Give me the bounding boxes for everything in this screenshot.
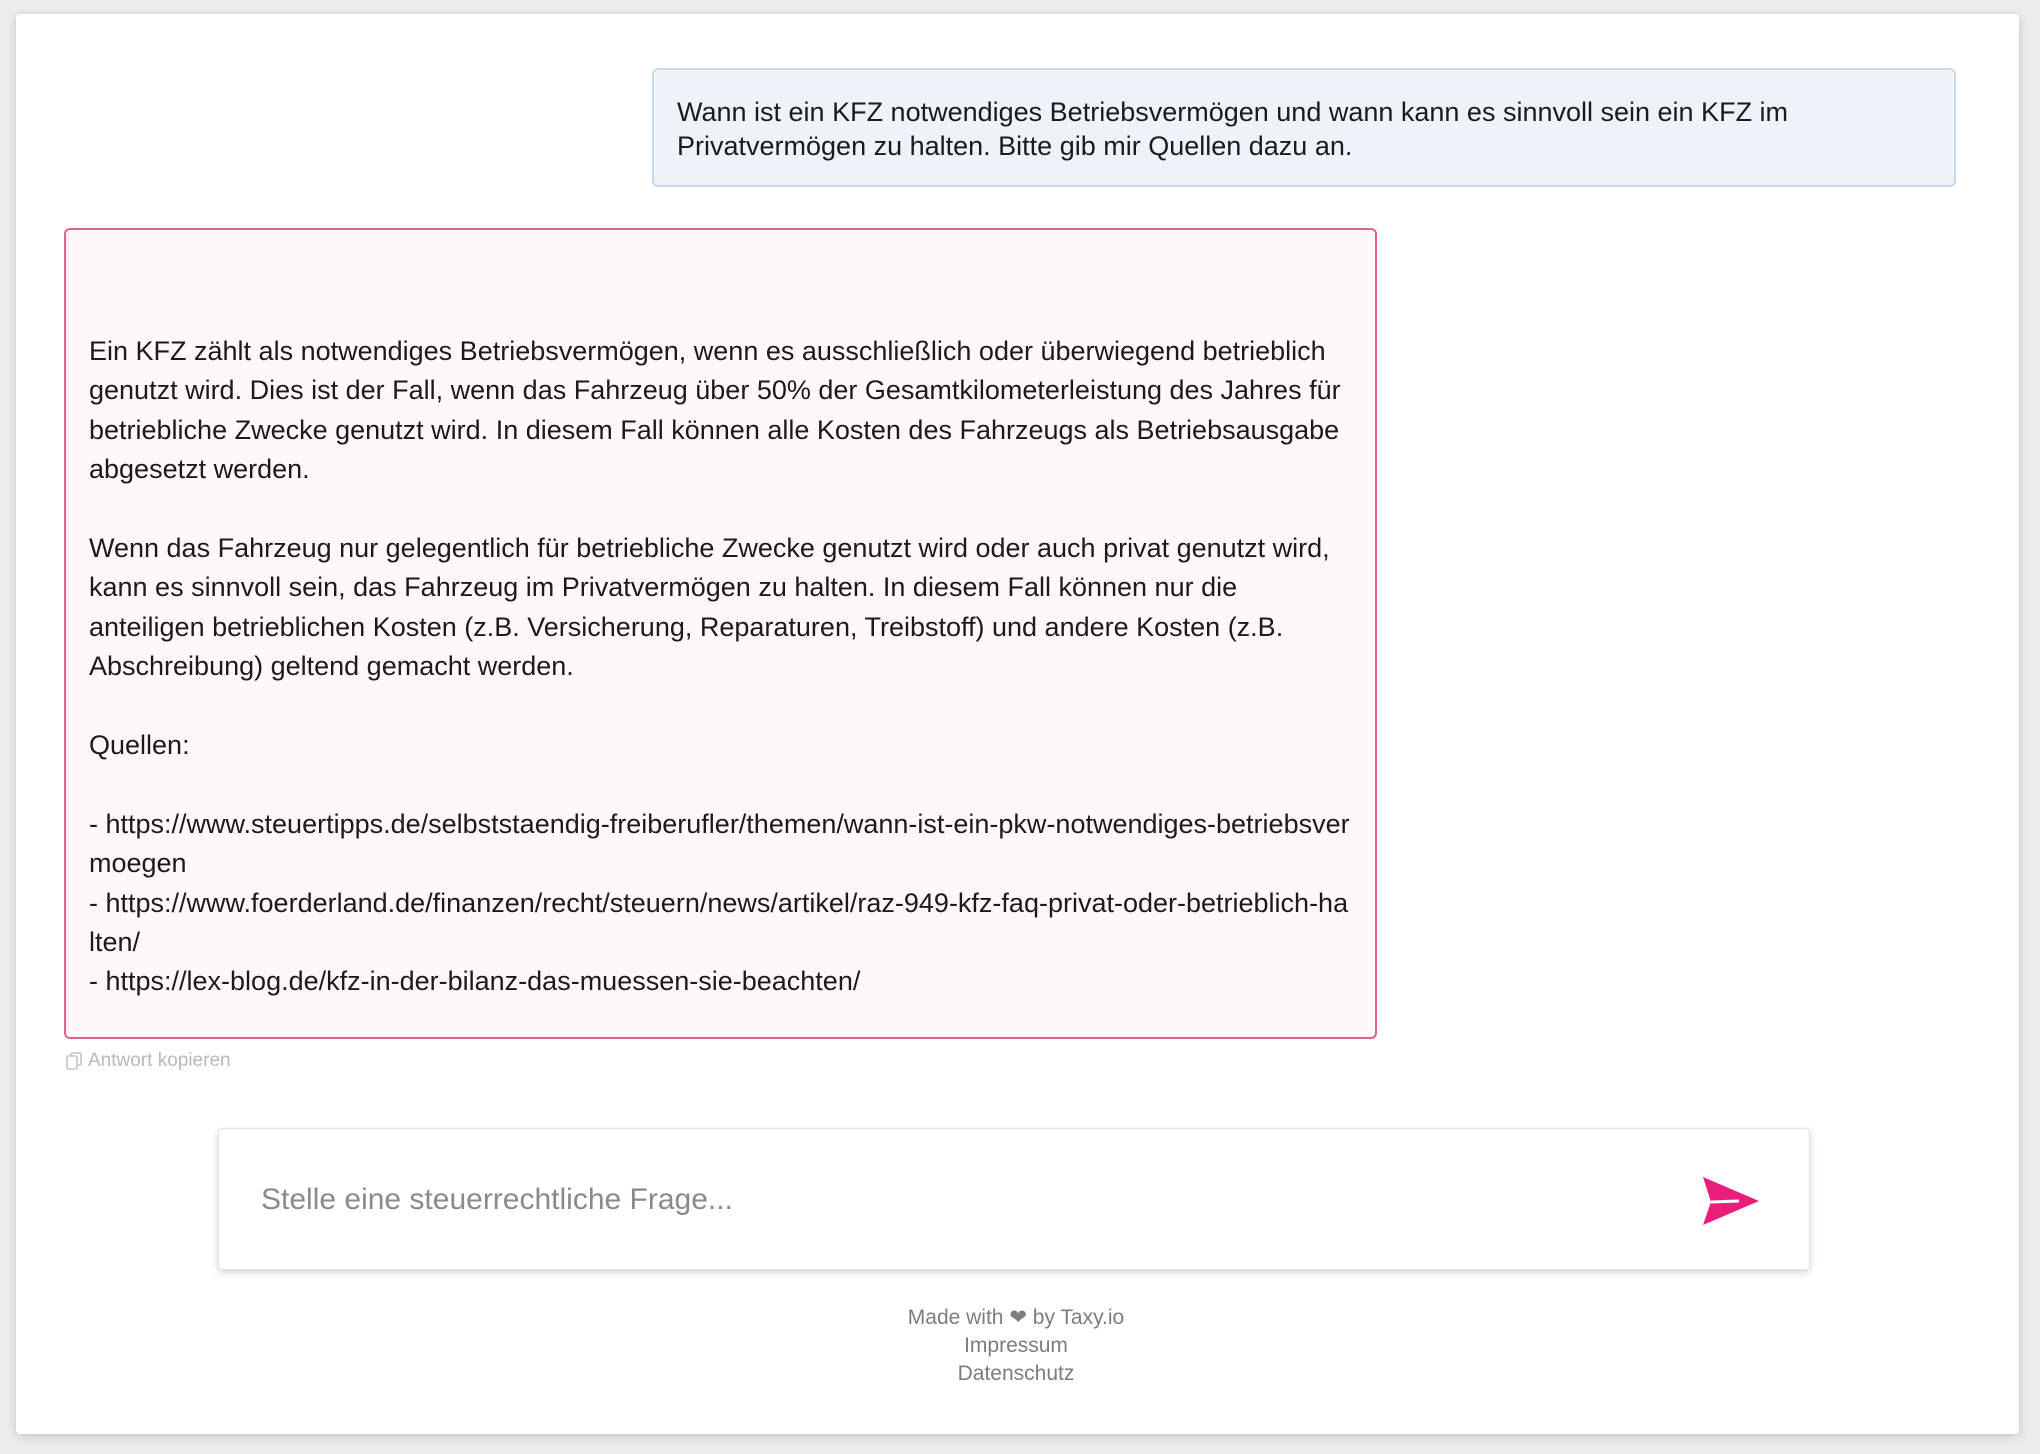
datenschutz-link[interactable]: Datenschutz xyxy=(957,1362,1075,1385)
question-input-bar xyxy=(218,1128,1810,1270)
user-message-bubble xyxy=(652,68,1956,187)
made-with-suffix: by Taxy.io xyxy=(1032,1306,1125,1329)
question-input[interactable] xyxy=(259,1169,1643,1231)
impressum-link[interactable]: Impressum xyxy=(964,1334,1068,1357)
made-with-line xyxy=(816,1304,1216,1332)
chat-page xyxy=(16,14,2019,1434)
answer-paragraph-2: Wenn das Fahrzeug nur gelegentlich für betriebliche Zwecke genutzt wird oder auch privat genutzt wird, kann es sinnvoll sein, das Fahrzeug im Privatvermögen zu halten. In diesem Fall können nur die anteiligen betrieblichen Kosten (z.B. Versicherung, Reparaturen, Treibstoff) und andere Kosten (z.B. Abschreibung) geltend gemacht werden. xyxy=(89,533,1330,682)
user-message-text: Wann ist ein KFZ notwendiges Betriebsvermögen und wann kann es sinnvoll sein ein KFZ im Privatvermögen zu halten. Bitte gib mir Quellen dazu an. xyxy=(677,97,1789,161)
answer-paragraph-1: Ein KFZ zählt als notwendiges Betriebsvermögen, wenn es ausschließlich oder überwiegend betrieblich genutzt wird. Dies ist der Fall, wenn das Fahrzeug über 50% der Gesamtkilometerleistung des Jahres für betriebliche Zwecke genutzt wird. In diesem Fall können alle Kosten des Fahrzeugs als Betriebsausgabe abgesetzt werden. xyxy=(89,336,1341,485)
sources-label: Quellen: xyxy=(89,730,190,761)
bot-answer-bubble xyxy=(64,228,1377,1039)
footer xyxy=(816,1304,1216,1388)
made-with-prefix: Made with xyxy=(907,1306,1004,1329)
heart-icon: ❤ xyxy=(1009,1306,1027,1329)
copy-answer-label: Antwort kopieren xyxy=(88,1050,231,1071)
copy-answer-button[interactable] xyxy=(66,1050,231,1072)
source-link-2: - https://www.foerderland.de/finanzen/recht/steuern/news/artikel/raz-949-kfz-faq-privat-oder-betrieblich-halten/ xyxy=(89,887,1349,958)
source-link-3: - https://lex-blog.de/kfz-in-der-bilanz-das-muessen-sie-beachten/ xyxy=(89,966,861,997)
send-icon[interactable] xyxy=(1699,1171,1763,1231)
copy-icon xyxy=(66,1052,82,1070)
source-link-1: - https://www.steuertipps.de/selbststaendig-freiberufler/themen/wann-ist-ein-pkw-notwendiges-betriebsvermoegen xyxy=(89,808,1350,879)
